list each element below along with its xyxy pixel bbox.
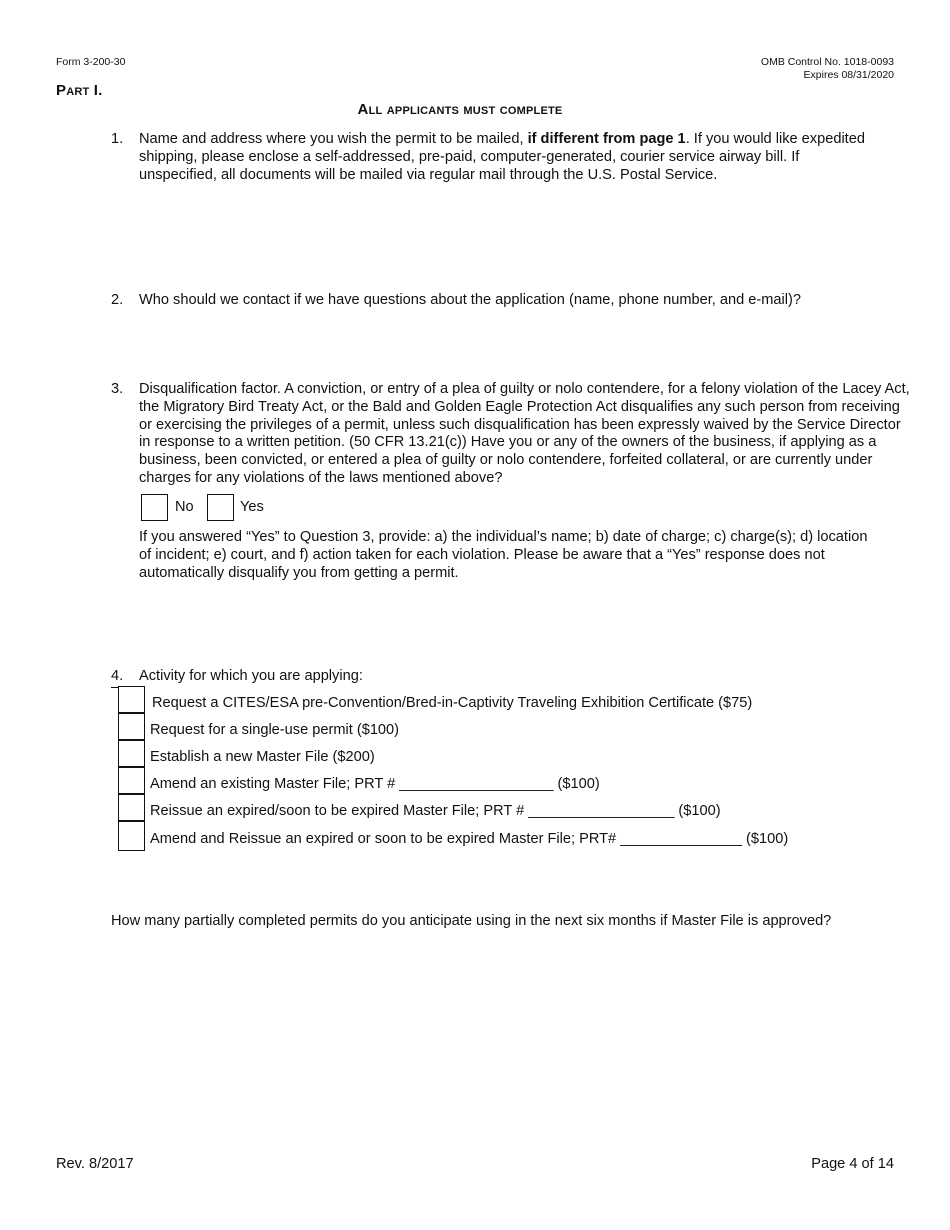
question-2-number: 2. (111, 292, 124, 308)
question-4-number: 4. (111, 668, 124, 684)
activity-option-3: Establish a new Master File ($200) (150, 749, 375, 765)
activity-checkbox-6[interactable] (118, 821, 145, 851)
activity-checkbox-4[interactable] (118, 767, 145, 794)
question-5-answer-area[interactable] (111, 935, 891, 1055)
activity-checkbox-2[interactable] (118, 713, 145, 740)
activity-checkbox-5[interactable] (118, 794, 145, 821)
omb-info (761, 56, 894, 82)
page-number: Page 4 of 14 (811, 1156, 894, 1172)
question-1-text-after: . If you would like expedited shipping, please enclose a self-addressed, pre-paid, computer-generated, courier service airway bill. If unspecified, all documents will be mailed via regular mail through the U.S. Postal Service. (139, 131, 865, 183)
no-label: No (175, 499, 194, 515)
activity-option-2: Request for a single-use permit ($100) (150, 722, 400, 738)
question-1-number: 1. (111, 131, 124, 147)
yes-label: Yes (240, 499, 264, 515)
question-3-number: 3. (111, 381, 124, 397)
revision-label: Rev. 8/2017 (56, 1156, 134, 1172)
activity-option-5: Reissue an expired/soon to be expired Master File; PRT # __________________ ($100) (150, 803, 721, 819)
yes-checkbox[interactable] (207, 494, 234, 521)
form-number: Form 3-200-30 (56, 56, 126, 68)
question-2-answer-area[interactable] (139, 312, 889, 377)
question-3-text: Disqualification factor. A conviction, or entry of a plea of guilty or nolo contendere, for a felony violation of the Lacey Act, the Migratory Bird Treaty Act, or the Bald and Golden Eagle Protection Act disqualifies any such person from receiving or exercising the privileges of a permit, unless such disqualification has been expressly waived by the Service Director in response to a written petition. (50 CFR 13.21(c)) Have you or any of the owners of the business, if applying as a business, been convicted, or entered a plea of guilty or nolo contendere, forfeited collateral, or are currently under charges for any violations of the laws mentioned above? (139, 381, 910, 486)
activity-option-6: Amend and Reissue an expired or soon to be expired Master File; PRT# _______________ ($100) (150, 831, 789, 847)
question-5-text: How many partially completed permits do you anticipate using in the next six months if Master File is approved? (111, 913, 832, 929)
question-1-text (139, 131, 879, 184)
part-title: Part I. (56, 82, 103, 99)
expiration-date: Expires 08/31/2020 (803, 69, 894, 81)
activity-checkbox-1[interactable] (118, 686, 145, 713)
question-3-answer-area[interactable] (139, 585, 889, 660)
no-checkbox[interactable] (141, 494, 168, 521)
activity-checkbox-3[interactable] (118, 740, 145, 767)
question-2-text: Who should we contact if we have questions about the application (name, phone number, and e-mail)? (139, 292, 801, 308)
question-1-answer-area[interactable] (139, 190, 889, 285)
question-1-text-bold: if different from page 1 (527, 131, 686, 147)
omb-control-number: OMB Control No. 1018-0093 (760, 56, 894, 68)
question-1-text-before: Name and address where you wish the permit to be mailed, (139, 131, 528, 147)
activity-option-4: Amend an existing Master File; PRT # ___________________ ($100) (150, 776, 600, 792)
activity-option-1: Request a CITES/ESA pre-Convention/Bred-in-Captivity Traveling Exhibition Certificate ($75) (152, 695, 753, 711)
question-4-text: Activity for which you are applying: (139, 668, 363, 684)
section-heading: All applicants must complete (357, 101, 563, 118)
question-3-followup: If you answered “Yes” to Question 3, provide: a) the individual’s name; b) date of charge; c) charge(s); d) location of incident; e) court, and f) action taken for each violation. Please be aware that a “Yes” response does not automatically disqualify you from getting a permit. (139, 529, 868, 581)
